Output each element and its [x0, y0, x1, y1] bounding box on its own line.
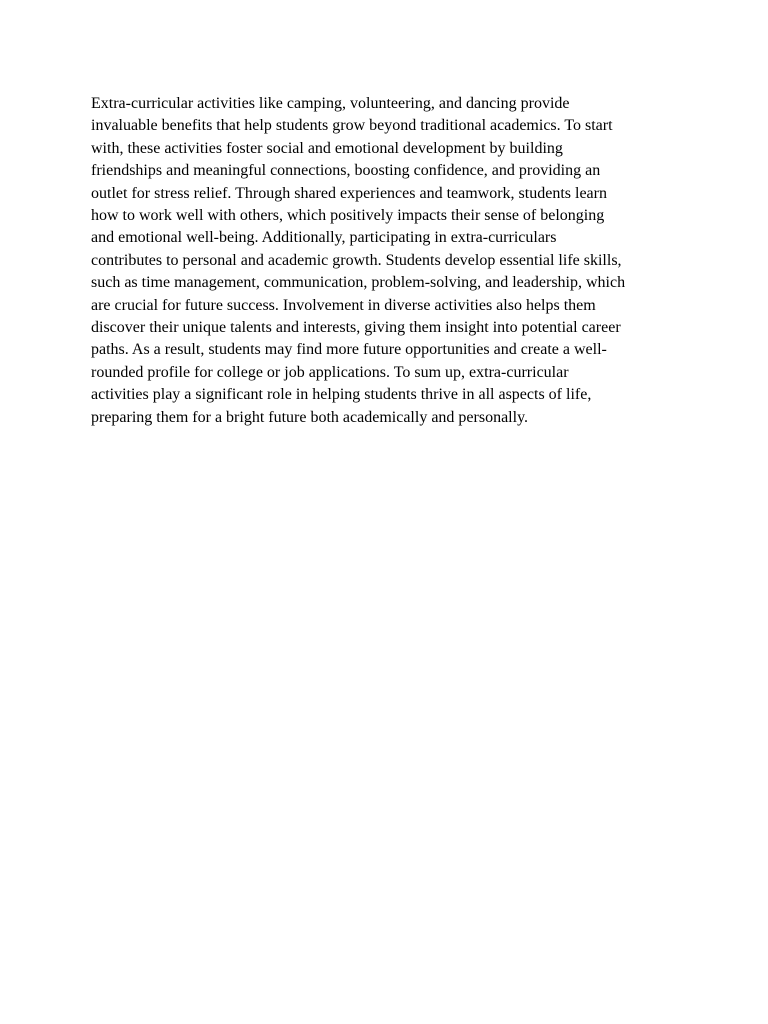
paragraph-line: such as time management, communication, problem-solving, and leadership, which [91, 274, 626, 292]
paragraph-line: activities play a significant role in helping students thrive in all aspects of life, [91, 386, 592, 404]
paragraph-line: invaluable benefits that help students grow beyond traditional academics. To start [91, 117, 613, 135]
paragraph-line: discover their unique talents and interests, giving them insight into potential career [91, 319, 621, 337]
paragraph-line: outlet for stress relief. Through shared experiences and teamwork, students learn [91, 184, 607, 202]
paragraph-line: are crucial for future success. Involvement in diverse activities also helps them [91, 296, 596, 314]
paragraph-line: preparing them for a bright future both academically and personally. [91, 408, 529, 426]
paragraph-line: contributes to personal and academic growth. Students develop essential life skills, [91, 251, 622, 269]
paragraph-line: and emotional well-being. Additionally, participating in extra-curriculars [91, 229, 557, 247]
paragraph-line: Extra-curricular activities like camping, volunteering, and dancing provide [91, 95, 570, 112]
paragraph-line: how to work well with others, which positively impacts their sense of belonging [91, 207, 605, 225]
paragraph-line: with, these activities foster social and emotional development by building [91, 139, 563, 157]
paragraph-line: friendships and meaningful connections, boosting confidence, and providing an [91, 162, 601, 180]
body-paragraph [91, 93, 691, 429]
paragraph-line: rounded profile for college or job applications. To sum up, extra-curricular [91, 363, 569, 381]
paragraph-line: paths. As a result, students may find more future opportunities and create a well- [91, 341, 607, 359]
